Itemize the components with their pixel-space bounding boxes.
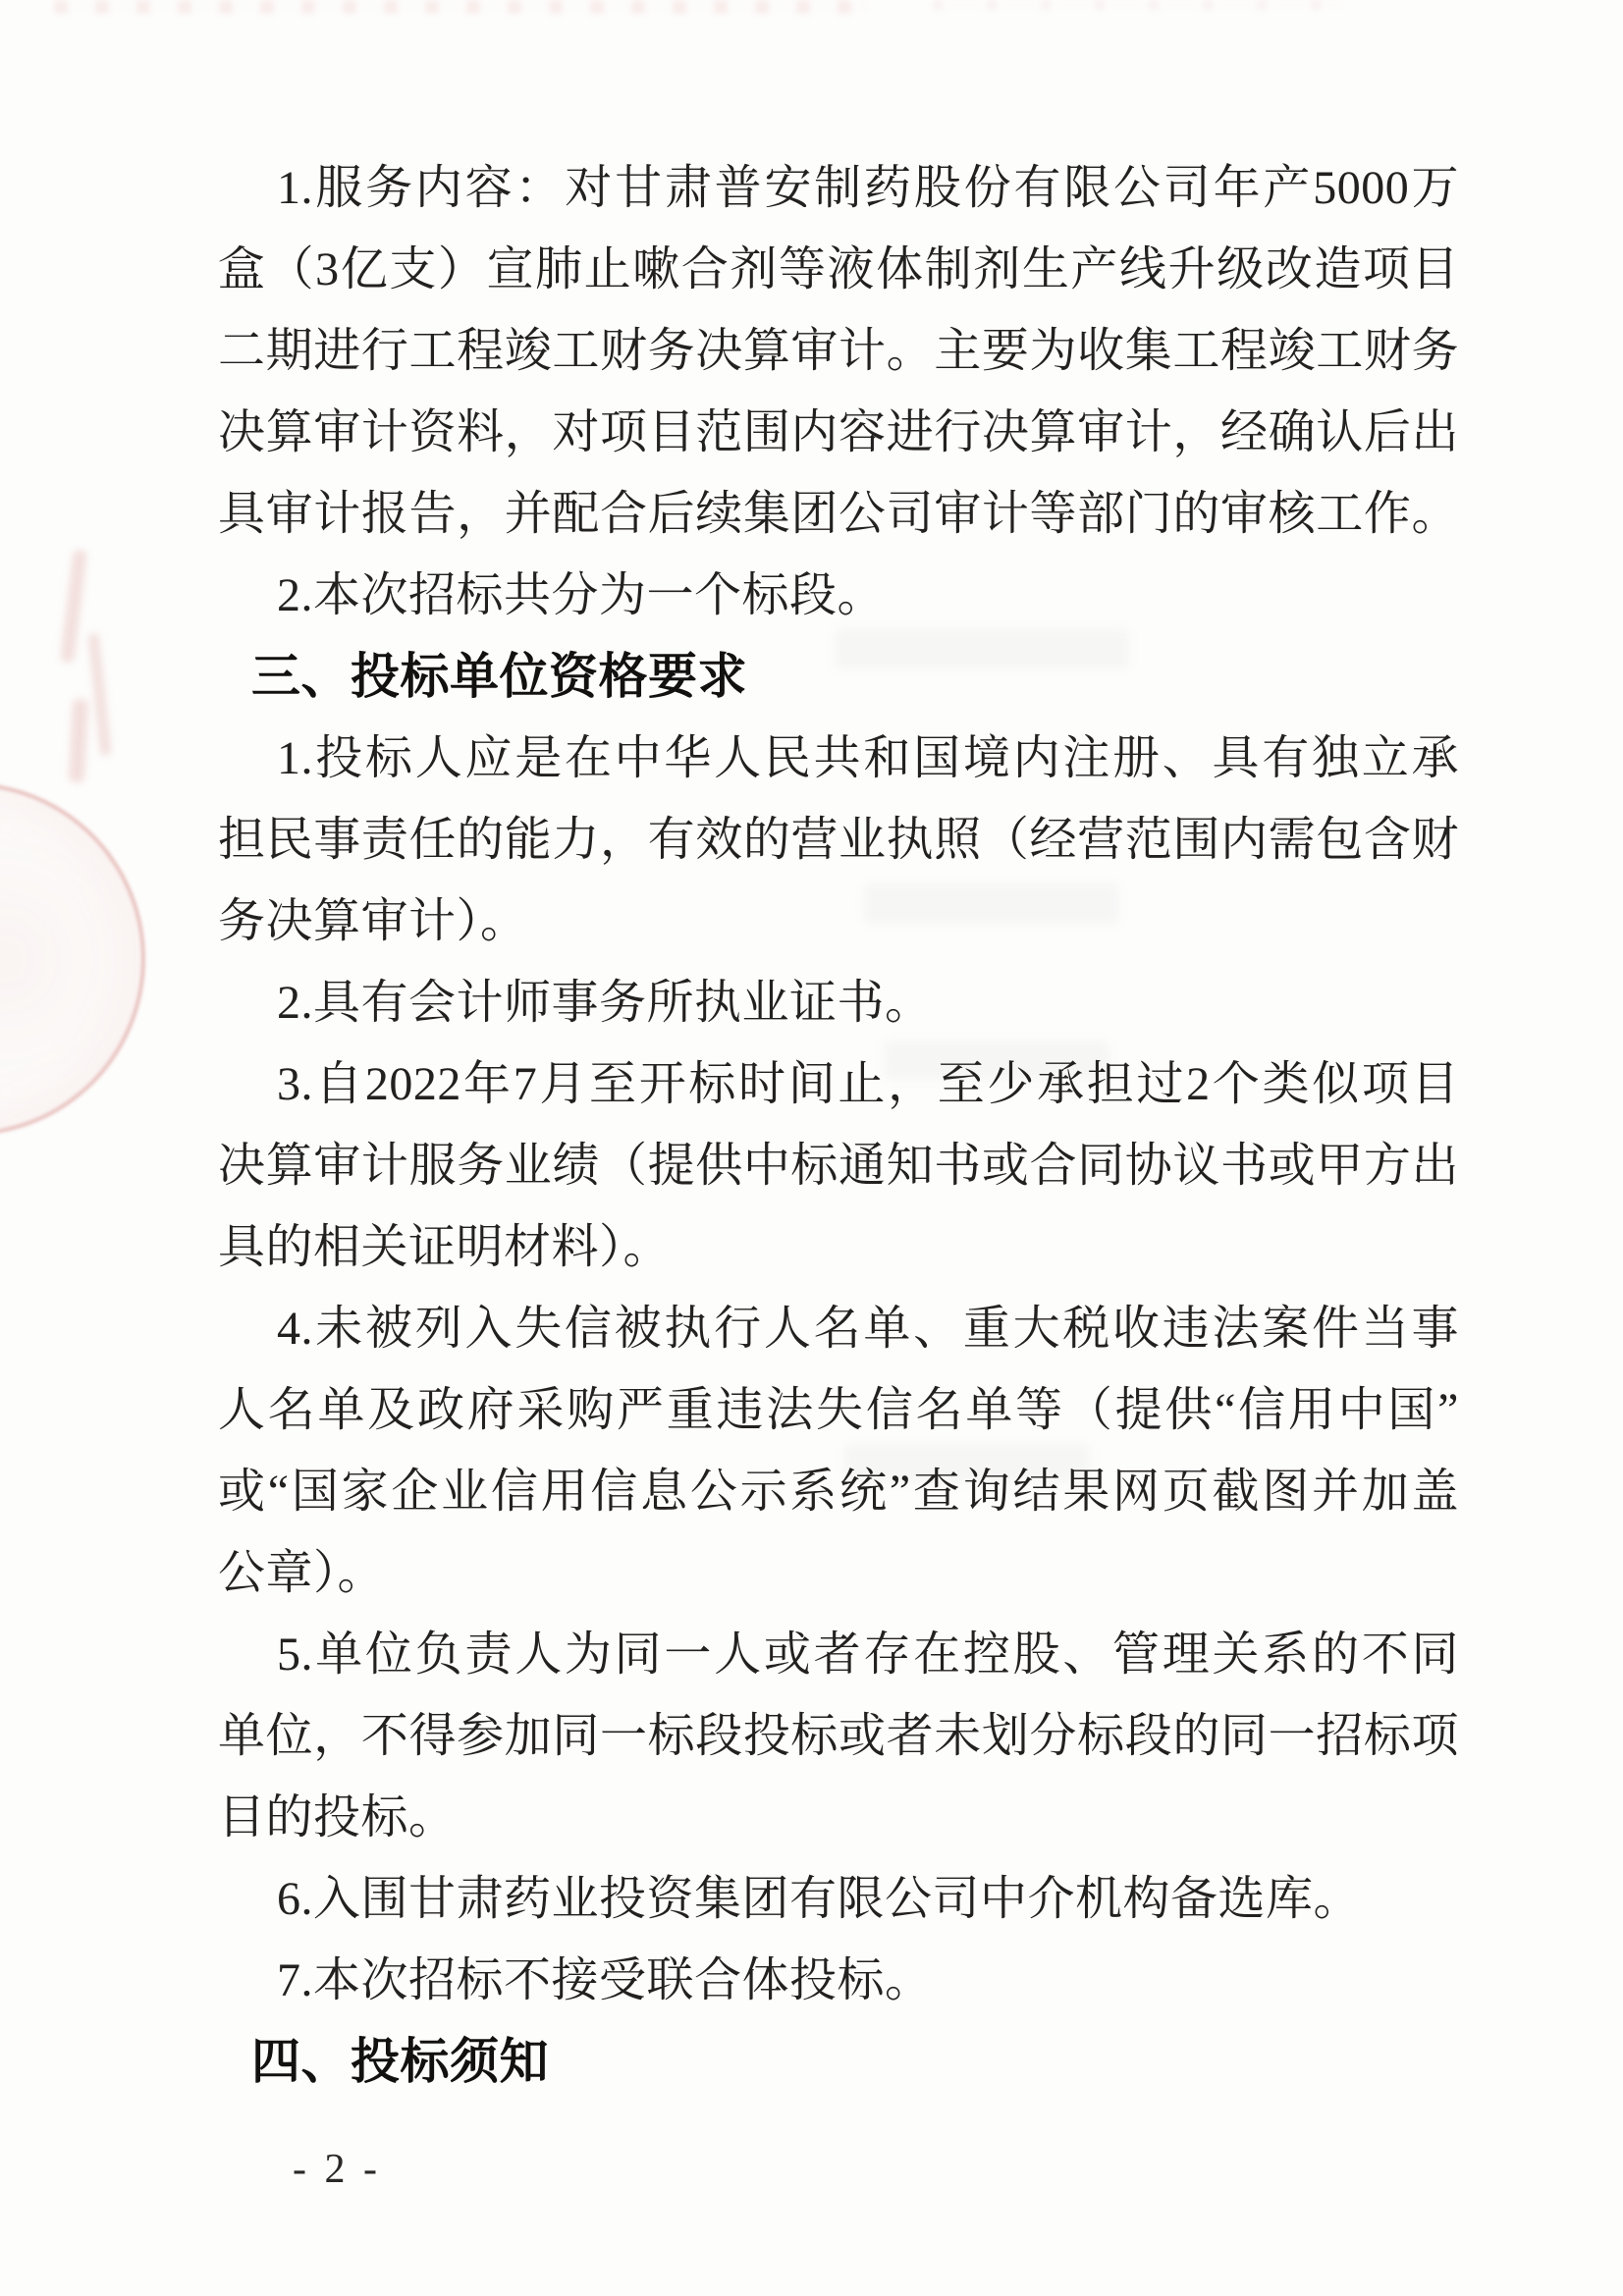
red-seal-mark xyxy=(69,699,88,783)
section-heading-bid-notes: 四、投标须知 xyxy=(251,2034,549,2089)
red-seal-mark xyxy=(87,633,111,756)
doc-line: 2.本次招标共分为一个标段。 xyxy=(277,569,886,621)
doc-line: 公章）。 xyxy=(218,1547,386,1599)
doc-line: 具的相关证明材料）。 xyxy=(218,1221,672,1273)
doc-line: 决算审计资料，对项目范围内容进行决算审计，经确认后出 xyxy=(218,406,1459,458)
doc-line: 或“国家企业信用信息公示系统”查询结果网页截图并加盖 xyxy=(218,1466,1459,1518)
doc-line: 决算审计服务业绩（提供中标通知书或合同协议书或甲方出 xyxy=(218,1140,1459,1192)
doc-line: 盒（3亿支）宣肺止嗽合剂等液体制剂生产线升级改造项目 xyxy=(218,243,1459,295)
ink-bleed-smudge xyxy=(54,0,869,14)
doc-line: 具审计报告，并配合后续集团公司审计等部门的审核工作。 xyxy=(218,488,1459,540)
doc-line: 3.自2022年7月至开标时间止，至少承担过2个类似项目 xyxy=(277,1058,1459,1110)
doc-line: 二期进行工程竣工财务决算审计。主要为收集工程竣工财务 xyxy=(218,325,1459,377)
doc-line: 担民事责任的能力，有效的营业执照（经营范围内需包含财 xyxy=(218,814,1459,866)
red-seal-mark xyxy=(60,550,87,664)
ink-bleed-smudge xyxy=(933,0,1345,10)
section-heading-qualifications: 三、投标单位资格要求 xyxy=(251,649,747,704)
doc-line: 1.投标人应是在中华人民共和国境内注册、具有独立承 xyxy=(277,732,1459,784)
page-number: - 2 - xyxy=(293,2147,381,2192)
doc-line: 人名单及政府采购严重违法失信名单等（提供“信用中国” xyxy=(218,1384,1459,1436)
doc-line: 务决算审计）。 xyxy=(218,895,528,947)
doc-line: 7.本次招标不接受联合体投标。 xyxy=(277,1954,933,2006)
red-seal-stamp xyxy=(0,782,145,1136)
document-body xyxy=(218,147,1459,2103)
doc-line: 5.单位负责人为同一人或者存在控股、管理关系的不同 xyxy=(277,1629,1459,1681)
doc-line: 目的投标。 xyxy=(218,1791,457,1843)
doc-line: 6.入围甘肃药业投资集团有限公司中介机构备选库。 xyxy=(277,1873,1362,1925)
doc-line: 1.服务内容：对甘肃普安制药股份有限公司年产5000万 xyxy=(277,162,1459,214)
doc-line: 2.具有会计师事务所执业证书。 xyxy=(277,977,933,1029)
doc-line: 单位，不得参加同一标段投标或者未划分标段的同一招标项 xyxy=(218,1710,1459,1762)
doc-line: 4.未被列入失信被执行人名单、重大税收违法案件当事 xyxy=(277,1303,1459,1355)
